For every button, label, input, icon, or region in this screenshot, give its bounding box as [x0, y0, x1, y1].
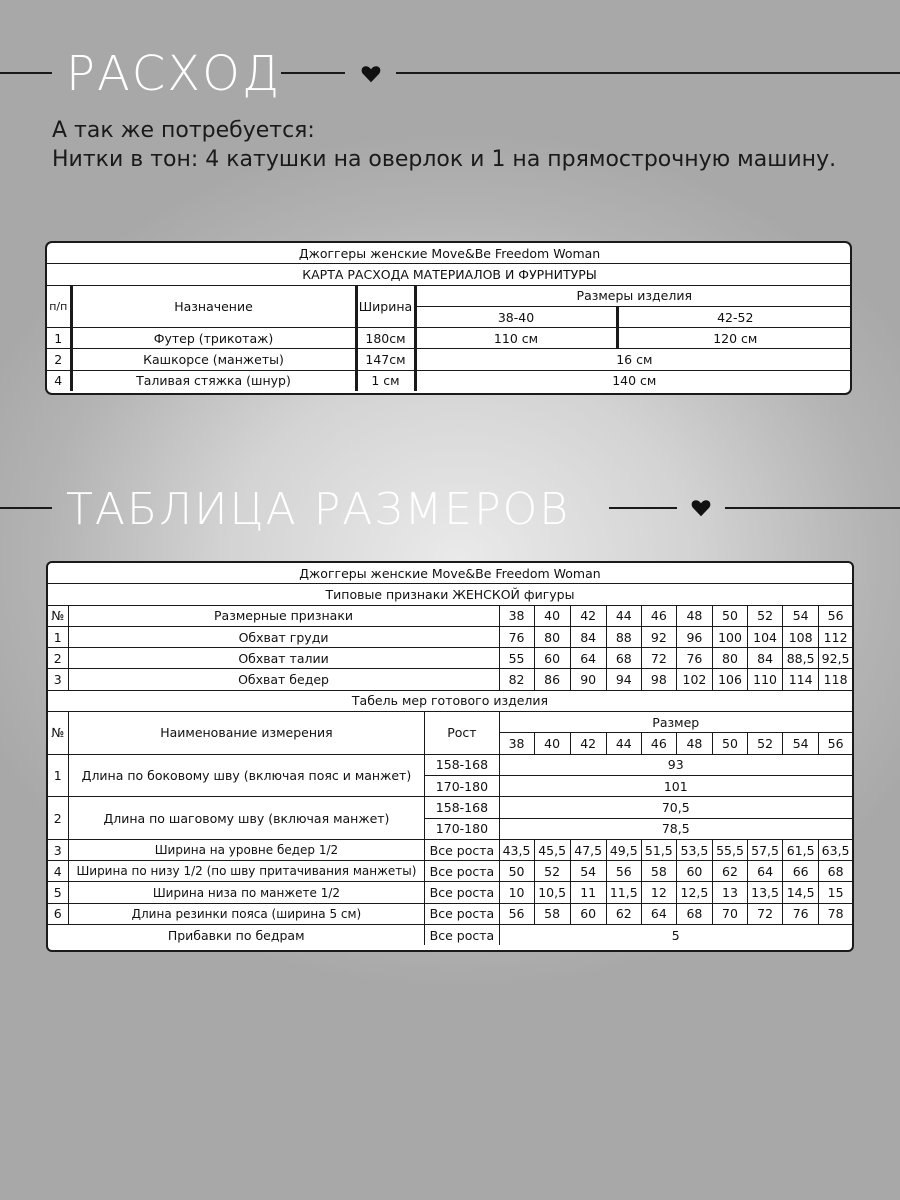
cell-height: 170-180: [425, 818, 499, 839]
cell-value: 72: [641, 648, 676, 669]
table-row: [48, 669, 852, 690]
cell-value: 92: [641, 626, 676, 647]
table-row: [48, 882, 852, 903]
cell-value: 13,5: [748, 882, 783, 903]
table-row: [48, 626, 852, 647]
cell-value: 94: [606, 669, 641, 690]
header-size: 56: [819, 733, 852, 754]
cell-num: 2: [47, 349, 71, 370]
cell-value: 54: [570, 861, 606, 882]
cell-value: 5: [499, 925, 852, 946]
cell-value: 64: [570, 648, 606, 669]
header-num: п/п: [47, 285, 71, 328]
cell-num: 3: [48, 839, 68, 860]
cell-value: 55: [499, 648, 534, 669]
cell-value: 58: [641, 861, 676, 882]
cell-value: 11: [570, 882, 606, 903]
header-size: 52: [748, 605, 783, 626]
cell-feature: Обхват груди: [68, 626, 499, 647]
cell-value: 106: [712, 669, 747, 690]
table-row: [48, 563, 852, 584]
divider-line: [725, 507, 900, 509]
table-title: Джоггеры женские Move&Be Freedom Woman: [48, 563, 852, 584]
cell-value: 98: [641, 669, 676, 690]
divider-line: [396, 72, 900, 74]
table-row: [48, 797, 852, 818]
cell-value: 15: [819, 882, 852, 903]
cell-value: 51,5: [641, 839, 676, 860]
cell-value: 63,5: [819, 839, 852, 860]
cell-value: 101: [499, 775, 852, 796]
cell-feature: Обхват талии: [68, 648, 499, 669]
cell-height: Все роста: [425, 839, 499, 860]
cell-value: 53,5: [676, 839, 712, 860]
header-size: 44: [606, 605, 641, 626]
note-line: А так же потребуется:: [52, 118, 315, 143]
header-width: Ширина: [356, 285, 415, 328]
cell-width: 180см: [356, 328, 415, 349]
table-row: [48, 605, 852, 626]
consumption-table-card: [45, 241, 852, 395]
cell-num: 2: [48, 797, 68, 840]
cell-value: 76: [499, 626, 534, 647]
table-row: [48, 690, 852, 711]
cell-value: 70: [712, 903, 747, 924]
cell-value: 96: [676, 626, 712, 647]
table-row: [48, 903, 852, 924]
cell-value: 47,5: [570, 839, 606, 860]
table-row: [48, 925, 852, 946]
cell-value: 118: [819, 669, 852, 690]
cell-num: 5: [48, 882, 68, 903]
cell-value: 102: [676, 669, 712, 690]
cell-value: 60: [570, 903, 606, 924]
cell-value: 12: [641, 882, 676, 903]
header-size: 50: [712, 605, 747, 626]
cell-value: 10: [499, 882, 534, 903]
header-features: Размерные признаки: [68, 605, 499, 626]
table-row: [48, 839, 852, 860]
cell-value: 58: [534, 903, 570, 924]
cell-width: 147см: [356, 349, 415, 370]
cell-feature: Обхват бедер: [68, 669, 499, 690]
cell-value: 13: [712, 882, 747, 903]
section-title-size-chart: ТАБЛИЦА РАЗМЕРОВ: [66, 484, 571, 535]
cell-value: 100: [712, 626, 747, 647]
cell-value: 88,5: [783, 648, 819, 669]
table-row: [48, 648, 852, 669]
cell-value: 93: [499, 754, 852, 775]
size-table-card: [46, 561, 854, 952]
cell-num: 4: [48, 861, 68, 882]
cell-height: 158-168: [425, 797, 499, 818]
header-size: 54: [783, 733, 819, 754]
cell-num: 1: [47, 328, 71, 349]
cell-num: 4: [47, 370, 71, 391]
cell-value: 62: [712, 861, 747, 882]
cell-value: 110: [748, 669, 783, 690]
cell-value: 68: [819, 861, 852, 882]
header-size: 56: [819, 605, 852, 626]
cell-height: Все роста: [425, 882, 499, 903]
divider-line: [0, 507, 52, 509]
header-size: 48: [676, 605, 712, 626]
cell-purpose: Таливая стяжка (шнур): [71, 370, 356, 391]
divider-line: [609, 507, 677, 509]
cell-value: 68: [676, 903, 712, 924]
cell-height: Все роста: [425, 903, 499, 924]
heart-icon: [360, 63, 382, 85]
cell-value: 86: [534, 669, 570, 690]
header-size: 42: [570, 733, 606, 754]
consumption-table: [47, 243, 852, 391]
header-size: 50: [712, 733, 747, 754]
cell-value: 57,5: [748, 839, 783, 860]
cell-value: 82: [499, 669, 534, 690]
cell-value: 64: [748, 861, 783, 882]
cell-value: 52: [534, 861, 570, 882]
header-size: 44: [606, 733, 641, 754]
cell-value: 43,5: [499, 839, 534, 860]
cell-value: 60: [534, 648, 570, 669]
cell-measure: Длина по боковому шву (включая пояс и манжет): [68, 754, 425, 797]
cell-value: 56: [499, 903, 534, 924]
cell-measure: Ширина низа по манжете 1/2: [68, 882, 425, 903]
cell-value: 10,5: [534, 882, 570, 903]
cell-value: 64: [641, 903, 676, 924]
cell-purpose: Кашкорсе (манжеты): [71, 349, 356, 370]
header-height: Рост: [425, 712, 499, 755]
note-line: Нитки в тон: 4 катушки на оверлок и 1 на прямострочную машину.: [52, 147, 837, 172]
cell-value: 14,5: [783, 882, 819, 903]
cell-value: 11,5: [606, 882, 641, 903]
cell-value: 56: [606, 861, 641, 882]
divider-line: [281, 72, 345, 74]
cell-value: 84: [570, 626, 606, 647]
cell-num: 3: [48, 669, 68, 690]
divider-line: [0, 72, 52, 74]
cell-value: 80: [712, 648, 747, 669]
header-size: 40: [534, 733, 570, 754]
cell-value: 110 см: [415, 328, 617, 349]
cell-value: 61,5: [783, 839, 819, 860]
table-title: Джоггеры женские Move&Be Freedom Woman: [47, 243, 852, 264]
header-size: 48: [676, 733, 712, 754]
cell-measure: Прибавки по бедрам: [48, 925, 425, 946]
cell-purpose: Футер (трикотаж): [71, 328, 356, 349]
table-subtitle: Типовые признаки ЖЕНСКОЙ фигуры: [48, 584, 852, 605]
header-size-range: 38-40: [415, 306, 617, 327]
header-size-group: Размер: [499, 712, 852, 733]
table-row: [47, 370, 852, 391]
header-purpose: Назначение: [71, 285, 356, 328]
header-size: 46: [641, 733, 676, 754]
cell-value: 66: [783, 861, 819, 882]
cell-measure: Длина резинки пояса (ширина 5 см): [68, 903, 425, 924]
table-subtitle: КАРТА РАСХОДА МАТЕРИАЛОВ И ФУРНИТУРЫ: [47, 264, 852, 285]
header-size: 52: [748, 733, 783, 754]
cell-value: 12,5: [676, 882, 712, 903]
cell-value: 108: [783, 626, 819, 647]
header-size: 46: [641, 605, 676, 626]
table-row: [47, 349, 852, 370]
cell-value: 78: [819, 903, 852, 924]
cell-value: 76: [676, 648, 712, 669]
cell-num: 1: [48, 754, 68, 797]
cell-measure: Длина по шаговому шву (включая манжет): [68, 797, 425, 840]
cell-value: 80: [534, 626, 570, 647]
table-subtitle: Табель мер готового изделия: [48, 690, 852, 711]
table-row: [48, 712, 852, 733]
cell-height: Все роста: [425, 861, 499, 882]
cell-num: 6: [48, 903, 68, 924]
cell-value: 62: [606, 903, 641, 924]
cell-value: 104: [748, 626, 783, 647]
cell-value: 72: [748, 903, 783, 924]
heart-icon: [690, 497, 712, 519]
table-row: [48, 584, 852, 605]
cell-measure: Ширина по низу 1/2 (по шву притачивания манжеты): [68, 861, 425, 882]
cell-value: 60: [676, 861, 712, 882]
cell-value: 92,5: [819, 648, 852, 669]
cell-num: 1: [48, 626, 68, 647]
cell-value: 50: [499, 861, 534, 882]
cell-height: Все роста: [425, 925, 499, 946]
cell-num: 2: [48, 648, 68, 669]
header-num: №: [48, 605, 68, 626]
cell-value: 112: [819, 626, 852, 647]
cell-height: 158-168: [425, 754, 499, 775]
cell-value: 70,5: [499, 797, 852, 818]
cell-width: 1 см: [356, 370, 415, 391]
header-sizes: Размеры изделия: [415, 285, 852, 306]
cell-value: 49,5: [606, 839, 641, 860]
cell-value: 90: [570, 669, 606, 690]
header-size-range: 42-52: [617, 306, 852, 327]
cell-value: 68: [606, 648, 641, 669]
table-row: [47, 328, 852, 349]
cell-value: 45,5: [534, 839, 570, 860]
cell-value: 84: [748, 648, 783, 669]
cell-value: 88: [606, 626, 641, 647]
header-size: 40: [534, 605, 570, 626]
table-row: [48, 754, 852, 775]
cell-value: 114: [783, 669, 819, 690]
cell-value: 16 см: [415, 349, 852, 370]
requirements-note: [52, 116, 836, 174]
header-size: 38: [499, 605, 534, 626]
header-size: 42: [570, 605, 606, 626]
cell-value: 55,5: [712, 839, 747, 860]
cell-value: 76: [783, 903, 819, 924]
cell-height: 170-180: [425, 775, 499, 796]
header-size: 54: [783, 605, 819, 626]
table-row: [48, 861, 852, 882]
header-num: №: [48, 712, 68, 755]
cell-value: 140 см: [415, 370, 852, 391]
size-table: [48, 563, 852, 945]
section-title-consumption: РАСХОД: [66, 46, 282, 102]
header-measure: Наименование измерения: [68, 712, 425, 755]
header-size: 38: [499, 733, 534, 754]
cell-value: 78,5: [499, 818, 852, 839]
cell-measure: Ширина на уровне бедер 1/2: [68, 839, 425, 860]
cell-value: 120 см: [617, 328, 852, 349]
